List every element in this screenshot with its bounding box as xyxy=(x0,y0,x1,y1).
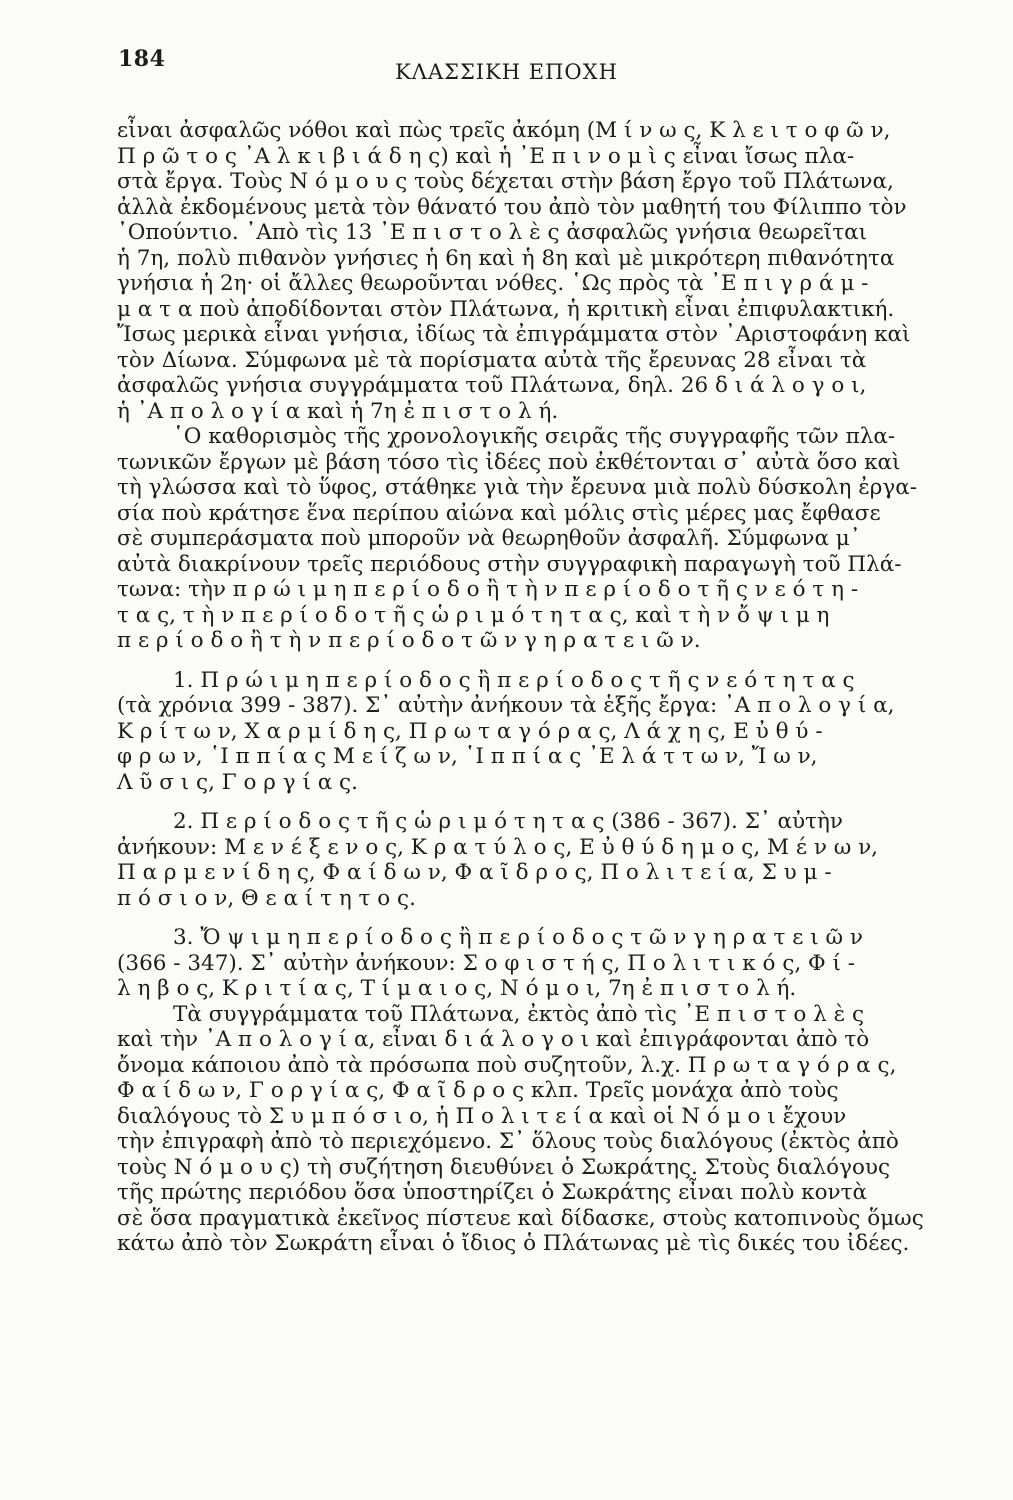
text-line: τῆς πρώτης περιόδου ὅσα ὑποστηρίζει ὁ Σωκράτης εἶναι πολὺ κοντὰ xyxy=(117,1180,868,1205)
text-line: ἀλλὰ ἐκδομένους μετὰ τὸν θάνατό του ἀπὸ τὸν μαθητή του Φίλιππο τὸν xyxy=(117,194,907,220)
text-line: ἀνήκουν: Μ ε ν έ ξ ε ν ο ς, Κ ρ α τ ύ λ ο ς, Ε ὐ θ ύ δ η μ ο ς, Μ έ ν ω ν, xyxy=(117,834,879,860)
text-line: ὄνομα κάποιου ἀπὸ τὰ πρόσωπα ποὺ συζητοῦν, λ.χ. Π ρ ω τ α γ ό ρ α ς, xyxy=(117,1052,897,1078)
paragraph-gap xyxy=(117,795,935,809)
paragraph-dialogues xyxy=(117,1002,935,1257)
text-line: τ α ς, τ ὴ ν π ε ρ ί ο δ ο τ ῆ ς ὡ ρ ι μ ό τ η τ α ς, καὶ τ ὴ ν ὄ ψ ι μ η xyxy=(117,602,830,628)
running-head: ΚΛΑΣΣΙΚΗ ΕΠΟΧΗ xyxy=(395,60,618,84)
text-line: Λ ῦ σ ι ς, Γ ο ρ γ ί α ς. xyxy=(117,769,358,795)
page-number: 184 xyxy=(118,46,166,72)
text-line: κάτω ἀπὸ τὸν Σωκράτη εἶναι ὁ ἴδιος ὁ Πλάτωνας μὲ τὶς δικές του ἰδέες. xyxy=(117,1231,910,1256)
text-line: φ ρ ω ν, ῾Ι π π ί α ς Μ ε ί ζ ω ν, ῾Ι π π ί α ς ᾿Ε λ ά τ τ ω ν, Ἴ ω ν, xyxy=(117,744,818,769)
text-line: αὐτὰ διακρίνουν τρεῖς περιόδους στὴν συγγραφικὴ παραγωγὴ τοῦ Πλά- xyxy=(117,551,902,577)
list-item-middle-period xyxy=(117,809,935,911)
text-line: (τὰ χρόνια 399 - 387). Σ᾿ αὐτὴν ἀνήκουν τὰ ἑξῆς ἔργα: ᾿Α π ο λ ο γ ί α, xyxy=(117,693,895,718)
text-line: σία ποὺ κράτησε ἕνα περίπου αἰώνα καὶ μόλις στὶς μέρες μας ἔφθασε xyxy=(117,500,881,526)
text-line: τὴ γλώσσα καὶ τὸ ὕφος, στάθηκε γιὰ τὴν ἔρευνα μιὰ πολὺ δύσκολη ἐργα- xyxy=(117,475,918,500)
text-line: τωνα: τὴν π ρ ώ ι μ η π ε ρ ί ο δ ο ἢ τ ὴ ν π ε ρ ί ο δ ο τ ῆ ς ν ε ό τ η - xyxy=(117,577,859,602)
paragraph-chronology xyxy=(117,424,935,654)
text-line: καὶ τὴν ᾿Α π ο λ ο γ ί α, εἶναι δ ι ά λ ο γ ο ι καὶ ἐπιγράφονται ἀπὸ τὸ xyxy=(117,1027,870,1052)
paragraph-gap xyxy=(117,654,935,668)
text-line: Τὰ συγγράμματα τοῦ Πλάτωνα, ἐκτὸς ἀπὸ τὶς ᾿Ε π ι σ τ ο λ ὲ ς xyxy=(173,1001,865,1027)
text-line: ἡ ᾿Α π ο λ ο γ ί α καὶ ἡ 7η ἐ π ι σ τ ο λ ή. xyxy=(117,398,559,424)
paragraph-gap xyxy=(117,911,935,925)
text-line: ἀσφαλῶς γνήσια συγγράμματα τοῦ Πλάτωνα, δηλ. 26 δ ι ά λ ο γ ο ι, xyxy=(117,373,867,398)
text-line: τὸν Δίωνα. Σύμφωνα μὲ τὰ πορίσματα αὐτὰ τῆς ἔρευνας 28 εἶναι τὰ xyxy=(117,347,867,373)
text-line: Φ α ί δ ω ν, Γ ο ρ γ ί α ς, Φ α ῖ δ ρ ο ς κλπ. Τρεῖς μονάχα ἀπὸ τοὺς xyxy=(117,1078,839,1103)
text-line: 3. Ὄ ψ ι μ η π ε ρ ί ο δ ο ς ἢ π ε ρ ί ο δ ο ς τ ῶ ν γ η ρ α τ ε ι ῶ ν xyxy=(173,925,863,950)
text-line: σὲ ὅσα πραγματικὰ ἐκεῖνος πίστευε καὶ δίδασκε, στοὺς κατοπινοὺς ὅμως xyxy=(117,1205,924,1231)
text-line: ῾Ο καθορισμὸς τῆς χρονολογικῆς σειρᾶς τῆς συγγραφῆς τῶν πλα- xyxy=(173,424,896,449)
text-line: σὲ συμπεράσματα ποὺ μποροῦν νὰ θεωρηθοῦν ἀσφαλῆ. Σύμφωνα μ᾿ xyxy=(117,526,861,551)
text-line: Π ρ ῶ τ ο ς ᾿Α λ κ ι β ι ά δ η ς) καὶ ἡ ᾿Ε π ι ν ο μ ὶ ς εἶναι ἴσως πλα- xyxy=(117,143,855,169)
paragraph-works-authenticity xyxy=(117,118,935,424)
text-line: ᾿Οπούντιο. ᾿Απὸ τὶς 13 ᾿Ε π ι σ τ ο λ ὲ ς ἀσφαλῶς γνήσια θεωρεῖται xyxy=(117,220,868,245)
text-line: λ η β ο ς, Κ ρ ι τ ί α ς, Τ ί μ α ι ο ς, Ν ό μ ο ι, 7η ἐ π ι σ τ ο λ ή. xyxy=(117,976,797,1001)
text-line: Π α ρ μ ε ν ί δ η ς, Φ α ί δ ω ν, Φ α ῖ δ ρ ο ς, Π ο λ ι τ ε ί α, Σ υ μ - xyxy=(117,860,832,885)
text-line: π ε ρ ί ο δ ο ἢ τ ὴ ν π ε ρ ί ο δ ο τ ῶ ν γ η ρ α τ ε ι ῶ ν. xyxy=(117,628,701,653)
text-line: π ό σ ι ο ν, Θ ε α ί τ η τ ο ς. xyxy=(117,885,416,911)
text-line: μ α τ α ποὺ ἀποδίδονται στὸν Πλάτωνα, ἡ κριτικὴ εἶναι ἐπιφυλακτική. xyxy=(117,296,895,322)
text-line: γνήσια ἡ 2η· οἱ ἄλλες θεωροῦνται νόθες. ῾Ως πρὸς τὰ ᾿Ε π ι γ ρ ά μ - xyxy=(117,271,869,296)
text-line: 1. Π ρ ώ ι μ η π ε ρ ί ο δ ο ς ἢ π ε ρ ί ο δ ο ς τ ῆ ς ν ε ό τ η τ α ς xyxy=(173,667,855,693)
list-item-early-period xyxy=(117,668,935,796)
text-line: τοὺς Ν ό μ ο υ ς) τὴ συζήτηση διευθύνει ὁ Σωκράτης. Στοὺς διαλόγους xyxy=(117,1154,891,1180)
text-line: τὴν ἐπιγραφὴ ἀπὸ τὸ περιεχόμενο. Σ᾿ ὅλους τοὺς διαλόγους (ἐκτὸς ἀπὸ xyxy=(117,1129,899,1154)
text-line: στὰ ἔργα. Τοὺς Ν ό μ ο υ ς τοὺς δέχεται στὴν βάση ἔργο τοῦ Πλάτωνα, xyxy=(117,169,894,194)
text-line: Ἴσως μερικὰ εἶναι γνήσια, ἰδίως τὰ ἐπιγράμματα στὸν ᾿Αριστοφάνη καὶ xyxy=(117,322,911,347)
text-line: (366 - 347). Σ᾿ αὐτὴν ἀνήκουν: Σ ο φ ι σ τ ή ς, Π ο λ ι τ ι κ ό ς, Φ ί - xyxy=(117,950,856,976)
text-line: εἶναι ἀσφαλῶς νόθοι καὶ πὼς τρεῖς ἀκόμη (Μ ί ν ω ς, Κ λ ε ι τ ο φ ῶ ν, xyxy=(117,118,891,143)
text-line: τωνικῶν ἔργων μὲ βάση τόσο τὶς ἰδέες ποὺ ἐκθέτονται σ᾿ αὐτὰ ὅσο καὶ xyxy=(117,449,901,475)
list-item-late-period xyxy=(117,925,935,1002)
text-line: διαλόγους τὸ Σ υ μ π ό σ ι ο, ἡ Π ο λ ι τ ε ί α καὶ οἱ Ν ό μ ο ι ἔχουν xyxy=(117,1103,847,1129)
page-body xyxy=(117,118,935,1257)
text-line: Κ ρ ί τ ω ν, Χ α ρ μ ί δ η ς, Π ρ ω τ α γ ό ρ α ς, Λ ά χ η ς, Ε ὐ θ ύ - xyxy=(117,718,823,744)
text-line: 2. Π ε ρ ί ο δ ο ς τ ῆ ς ὡ ρ ι μ ό τ η τ α ς (386 - 367). Σ᾿ αὐτὴν xyxy=(173,809,843,834)
text-line: ἡ 7η, πολὺ πιθανὸν γνήσιες ἡ 6η καὶ ἡ 8η καὶ μὲ μικρότερη πιθανότητα xyxy=(117,245,895,271)
